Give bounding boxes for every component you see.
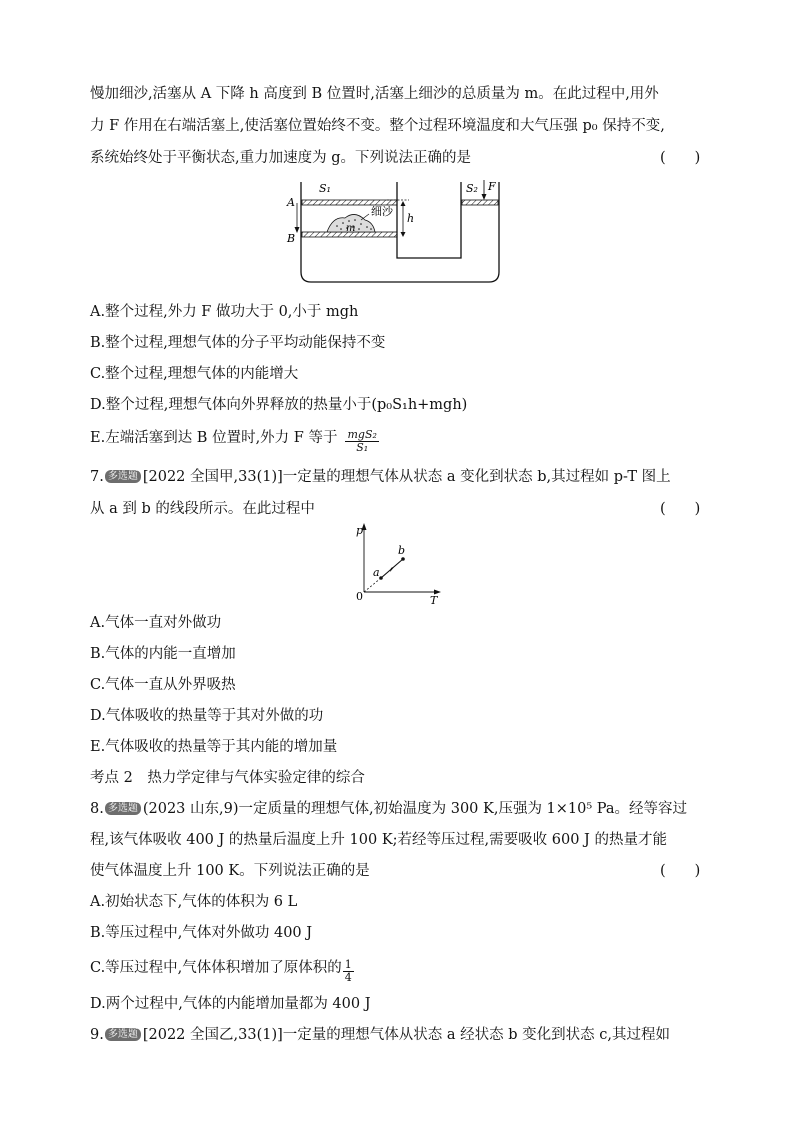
q8-stem-line-1 <box>90 799 687 819</box>
label-s1: S₁ <box>319 182 331 195</box>
fraction-numerator: mgS₂ <box>347 428 377 441</box>
q9-multi-choice-badge: 多选题 <box>105 1028 141 1041</box>
fraction-numerator: 1 <box>344 958 352 971</box>
q6-option-b: B.整个过程,理想气体的分子平均动能保持不变 <box>90 335 386 351</box>
q6-stem-line-3: 系统始终处于平衡状态,重力加速度为 g。下列说法正确的是 <box>90 150 471 166</box>
q8-option-d: D.两个过程中,气体的内能增加量都为 400 J <box>90 996 371 1012</box>
q6-option-e-text: E.左端活塞到达 B 位置时,外力 F 等于 <box>90 430 338 446</box>
label-b: B <box>287 232 296 245</box>
q6-option-d: D.整个过程,理想气体向外界释放的热量小于(p₀S₁h+mgh) <box>90 397 468 413</box>
section-heading: 考点 2 热力学定律与气体实验定律的综合 <box>90 770 365 786</box>
q7-number: 7. <box>90 469 104 485</box>
q8-stem-line-3: 使气体温度上升 100 K。下列说法正确的是 <box>90 863 370 879</box>
q7-option-e: E.气体吸收的热量等于其内能的增加量 <box>90 739 338 755</box>
q6-option-e <box>90 428 379 454</box>
q8-number: 8. <box>90 801 104 817</box>
q7-multi-choice-badge: 多选题 <box>105 470 141 483</box>
q8-option-c-text: C.等压过程中,气体体积增加了原体积的 <box>90 960 342 976</box>
q7-stem-text-1: [2022 全国甲,33(1)]一定量的理想气体从状态 a 变化到状态 b,其过程如 p-T 图上 <box>142 469 671 485</box>
label-b: b <box>398 544 406 557</box>
q8-stem-text-1: (2023 山东,9)一定质量的理想气体,初始温度为 300 K,压强为 1×10⁵ Pa。经等容过 <box>142 801 688 817</box>
q8-multi-choice-badge: 多选题 <box>105 802 141 815</box>
q9-stem-text-1: [2022 全国乙,33(1)]一定量的理想气体从状态 a 经状态 b 变化到状态 c,其过程如 <box>142 1027 670 1043</box>
q6-option-e-fraction <box>345 429 378 454</box>
point-a <box>379 576 383 580</box>
label-t: T <box>430 594 438 607</box>
q8-stem-line-2: 程,该气体吸收 400 J 的热量后温度上升 100 K;若经等压过程,需要吸收 600 J 的热量才能 <box>90 832 667 848</box>
q7-option-b: B.气体的内能一直增加 <box>90 646 236 662</box>
q7-answer-paren: ( ) <box>660 501 701 517</box>
q9-stem-line-1 <box>90 1025 670 1045</box>
label-origin: 0 <box>356 590 363 603</box>
right-piston <box>462 200 498 205</box>
q7-stem-line-2: 从 a 到 b 的线段所示。在此过程中 <box>90 501 315 517</box>
q6-option-c: C.整个过程,理想气体的内能增大 <box>90 366 299 382</box>
label-sand: 细沙 <box>371 205 393 218</box>
q8-option-c-fraction <box>343 959 354 984</box>
q9-number: 9. <box>90 1027 104 1043</box>
q7-option-c: C.气体一直从外界吸热 <box>90 677 236 693</box>
fraction-denominator: S₁ <box>356 441 369 454</box>
p-t-graph-figure <box>350 520 450 608</box>
label-s2: S₂ <box>466 182 478 195</box>
q6-option-a: A.整个过程,外力 F 做功大于 0,小于 mgh <box>90 304 359 320</box>
point-b <box>401 557 405 561</box>
label-p: p <box>356 524 364 537</box>
label-m: m <box>346 223 356 234</box>
q6-stem-line-2: 力 F 作用在右端活塞上,使活塞位置始终不变。整个过程环境温度和大气压强 p₀ 保持不变, <box>90 118 665 134</box>
q8-option-a: A.初始状态下,气体的体积为 6 L <box>90 894 298 910</box>
q6-answer-paren: ( ) <box>660 150 701 166</box>
label-a: a <box>373 566 380 579</box>
q8-option-c <box>90 958 354 984</box>
label-h: h <box>407 212 415 225</box>
q7-stem-line-1 <box>90 467 671 487</box>
q7-option-a: A.气体一直对外做功 <box>90 615 222 631</box>
piston-apparatus-figure <box>285 176 510 288</box>
origin-dashed-line <box>364 578 381 592</box>
label-a: A <box>287 196 295 209</box>
q8-answer-paren: ( ) <box>660 863 701 879</box>
label-f: F <box>488 180 496 193</box>
fraction-denominator: 4 <box>344 971 352 984</box>
q8-option-b: B.等压过程中,气体对外做功 400 J <box>90 925 313 941</box>
q6-stem-line-1: 慢加细沙,活塞从 A 下降 h 高度到 B 位置时,活塞上细沙的总质量为 m。在此过程中,用外 <box>90 86 659 102</box>
q7-option-d: D.气体吸收的热量等于其对外做的功 <box>90 708 324 724</box>
